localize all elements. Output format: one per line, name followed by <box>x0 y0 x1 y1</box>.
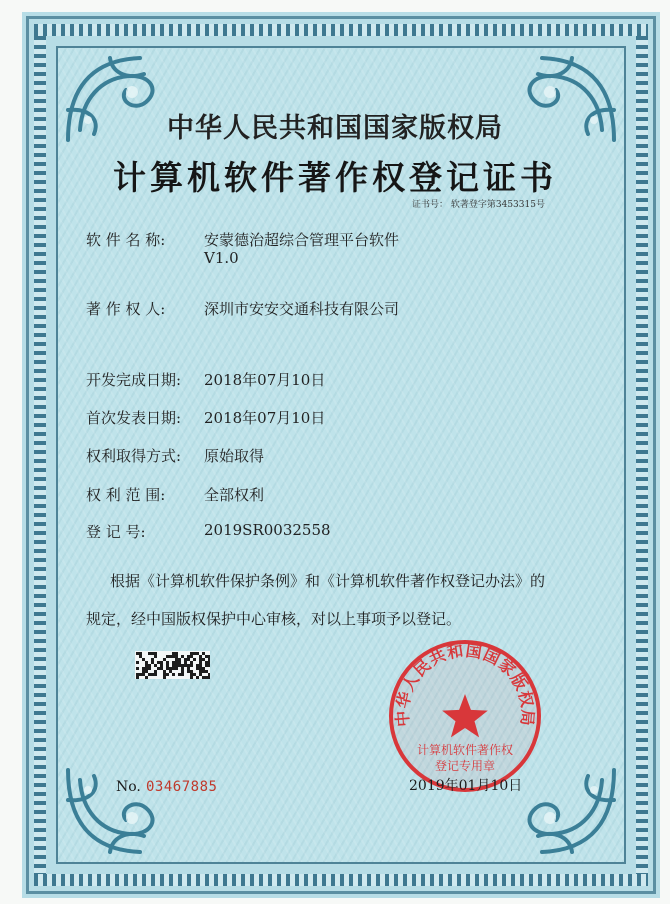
pub-date-value: 2018年07月10日 <box>204 409 326 427</box>
corner-ornament-bottom-left <box>60 760 180 860</box>
regno-label: 登 记 号: <box>86 523 146 541</box>
serial-label: No. <box>116 779 141 795</box>
scope-label: 权 利 范 围: <box>86 486 166 504</box>
statement-line-1: 根据《计算机软件保护条例》和《计算机软件著作权登记办法》的 <box>110 572 546 590</box>
software-name-label: 软 件 名 称: <box>86 231 166 249</box>
certificate-number: 证书号： 软著登字第3453315号 <box>412 200 545 210</box>
issue-date: 2019年01月10日 <box>409 778 523 794</box>
seal-line-1: 计算机软件著作权 <box>416 743 514 757</box>
seal-ring-text: 中华人民共和国国家版权局 <box>392 640 538 728</box>
acquire-label: 权利取得方式: <box>86 447 182 465</box>
owner-value: 深圳市安安交通科技有限公司 <box>204 300 400 318</box>
statement-line-2: 规定，经中国版权保护中心审核，对以上事项予以登记。 <box>86 610 462 628</box>
seal-line-2: 登记专用章 <box>434 759 496 773</box>
scope-value: 全部权利 <box>204 486 265 504</box>
software-version-value: V1.0 <box>204 249 239 267</box>
acquire-value: 原始取得 <box>204 447 265 465</box>
official-seal <box>385 636 545 796</box>
owner-label: 著 作 权 人: <box>86 300 166 318</box>
serial-number: 03467885 <box>146 779 218 795</box>
software-name-value: 安蒙德治超综合管理平台软件 <box>204 231 400 249</box>
issuer-heading: 中华人民共和国国家版权局 <box>167 113 503 144</box>
qr-barcode <box>135 651 210 679</box>
dev-date-value: 2018年07月10日 <box>204 371 326 389</box>
dev-date-label: 开发完成日期: <box>86 371 182 389</box>
regno-value: 2019SR0032558 <box>204 521 331 539</box>
pub-date-label: 首次发表日期: <box>86 409 182 427</box>
certificate-title: 计算机软件著作权登记证书 <box>113 158 557 197</box>
